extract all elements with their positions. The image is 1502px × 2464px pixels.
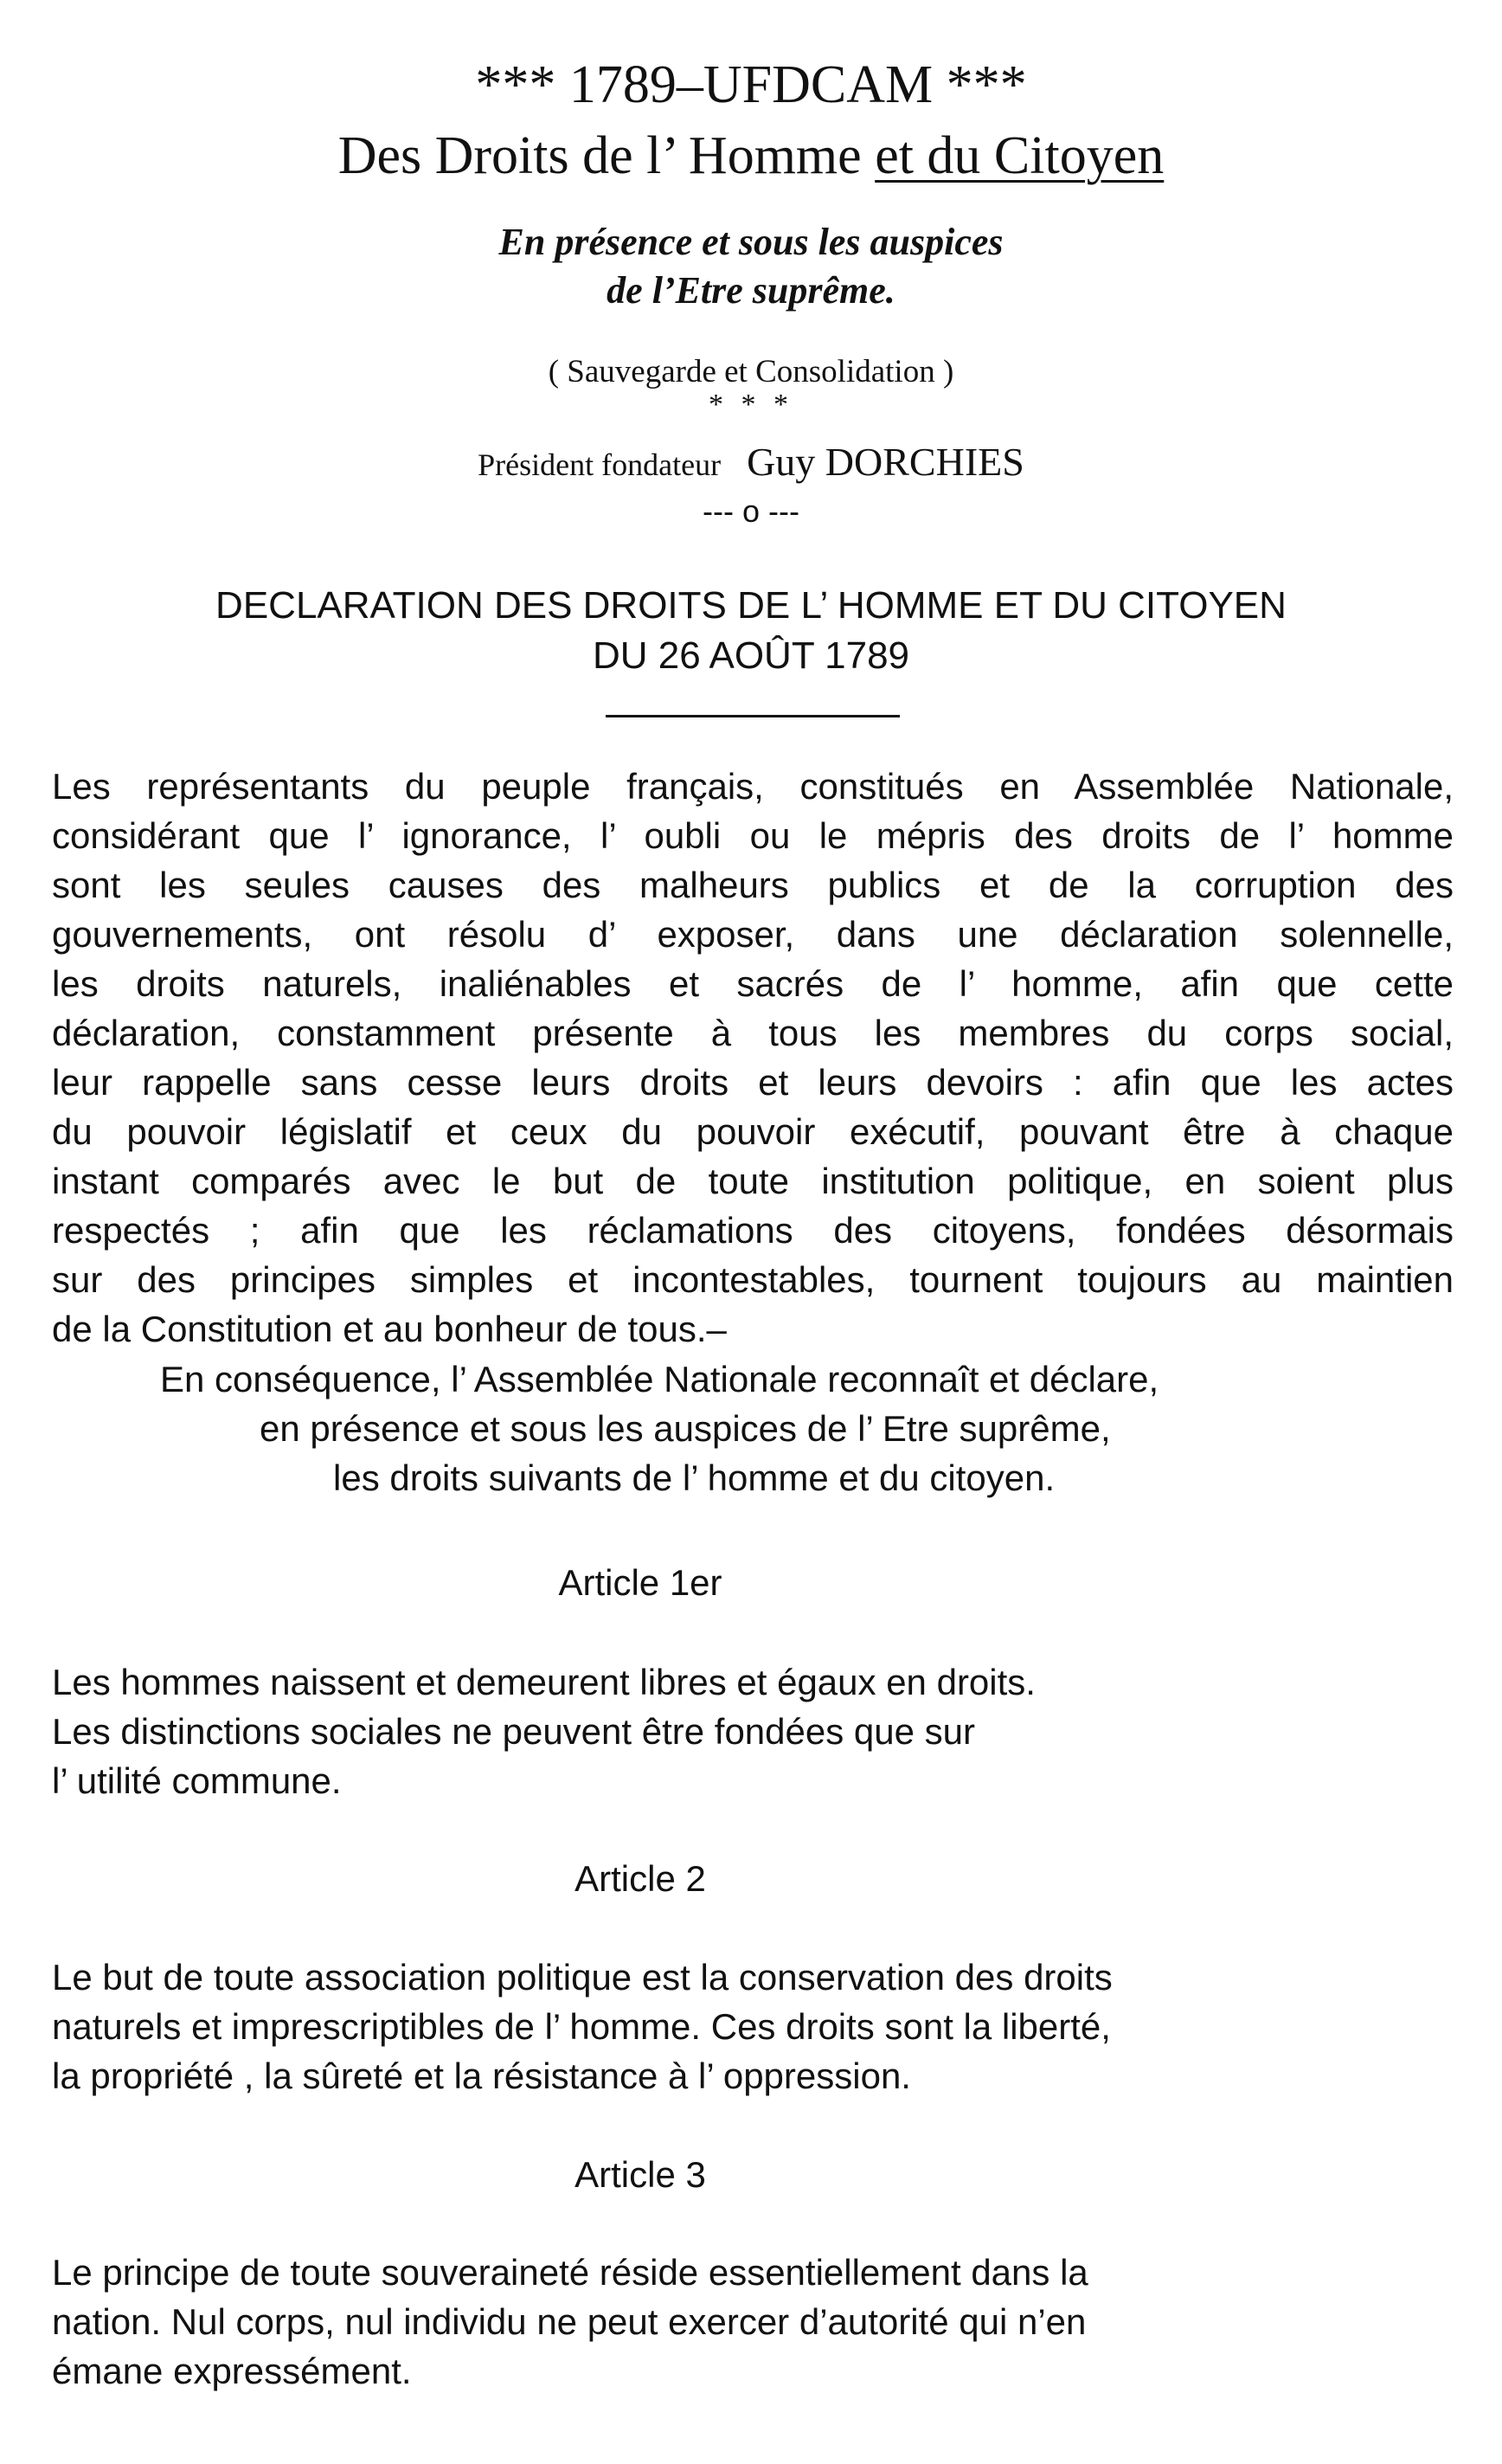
subtitle-line-2: de l’Etre suprême. [607, 269, 895, 312]
article-line: nation. Nul corps, nul individu ne peut exercer d’autorité qui n’en [52, 2301, 1087, 2342]
preamble-line: sur des principes simples et incontestables, tournent toujours au maintien [52, 1259, 1454, 1300]
dash-separator: --- o --- [703, 493, 799, 529]
article-line: Les distinctions sociales ne peuvent être fondées que sur [52, 1711, 976, 1752]
declaration-heading-line-2: DU 26 AOÛT 1789 [592, 634, 910, 677]
preamble-line: instant comparés avec le but de toute institution politique, en soient plus [52, 1161, 1454, 1201]
preamble-line: gouvernements, ont résolu d’ exposer, dans une déclaration solennelle, [52, 914, 1454, 955]
president-line [0, 438, 1502, 496]
preamble-line: respectés ; afin que les réclamations des citoyens, fondées désormais [52, 1210, 1454, 1251]
declaration-heading-line-1: DECLARATION DES DROITS DE L’ HOMME ET DU CITOYEN [215, 584, 1287, 627]
preamble-line: déclaration, constamment présente à tous les membres du corps social, [52, 1013, 1454, 1053]
article-line: l’ utilité commune. [52, 1760, 342, 1801]
preamble-line: considérant que l’ ignorance, l’ oubli ou le mépris des droits de l’ homme [52, 815, 1454, 856]
preamble-line: Les représentants du peuple français, constitués en Assemblée Nationale, [52, 766, 1454, 807]
title-line-2 [0, 121, 1502, 190]
title-line-1: *** 1789–UFDCAM *** [475, 55, 1027, 114]
president-name: Guy DORCHIES [747, 440, 1024, 484]
heading-underline-rule [606, 715, 900, 717]
article-1-heading: Article 1er [558, 1562, 722, 1603]
article-line: la propriété , la sûreté et la résistance à l’ oppression. [52, 2055, 911, 2096]
preamble-line: leur rappelle sans cesse leurs droits et leurs devoirs : afin que les actes [52, 1062, 1454, 1103]
article-2-heading: Article 2 [574, 1858, 706, 1899]
article-2-body [52, 1953, 1113, 2101]
title-line-2-underlined: et du Citoyen [875, 126, 1165, 185]
article-3-heading: Article 3 [574, 2154, 706, 2195]
preamble-line: du pouvoir législatif et ceux du pouvoir exécutif, pouvant être à chaque [52, 1111, 1454, 1152]
title-line-2-start: Des Droits de l’ Homme [337, 126, 876, 185]
stars-separator: * * * [709, 389, 793, 421]
preamble [52, 762, 1454, 1354]
sauvegarde-note: ( Sauvegarde et Consolidation ) [548, 354, 954, 389]
conclusion-line: en présence et sous les auspices de l’ Etre suprême, [260, 1408, 1111, 1449]
article-1-body [52, 1657, 1036, 1805]
preamble-line: de la Constitution et au bonheur de tous.– [52, 1309, 727, 1349]
president-label: Président fondateur [478, 447, 722, 482]
article-3-body [52, 2248, 1088, 2396]
preamble-line: sont les seules causes des malheurs publics et de la corruption des [52, 865, 1454, 905]
article-line: émane expressément. [52, 2351, 412, 2391]
conclusion-line: les droits suivants de l’ homme et du citoyen. [333, 1457, 1056, 1498]
article-line: Le but de toute association politique est la conservation des droits [52, 1957, 1113, 1998]
article-line: naturels et imprescriptibles de l’ homme. Ces droits sont la liberté, [52, 2006, 1111, 2047]
conclusion-line: En conséquence, l’ Assemblée Nationale reconnaît et déclare, [160, 1359, 1159, 1399]
preamble-line: les droits naturels, inaliénables et sacrés de l’ homme, afin que cette [52, 963, 1454, 1004]
article-line: Le principe de toute souveraineté réside essentiellement dans la [52, 2252, 1088, 2293]
article-line: Les hommes naissent et demeurent libres et égaux en droits. [52, 1662, 1036, 1702]
subtitle-line-1: En présence et sous les auspices [498, 221, 1004, 263]
